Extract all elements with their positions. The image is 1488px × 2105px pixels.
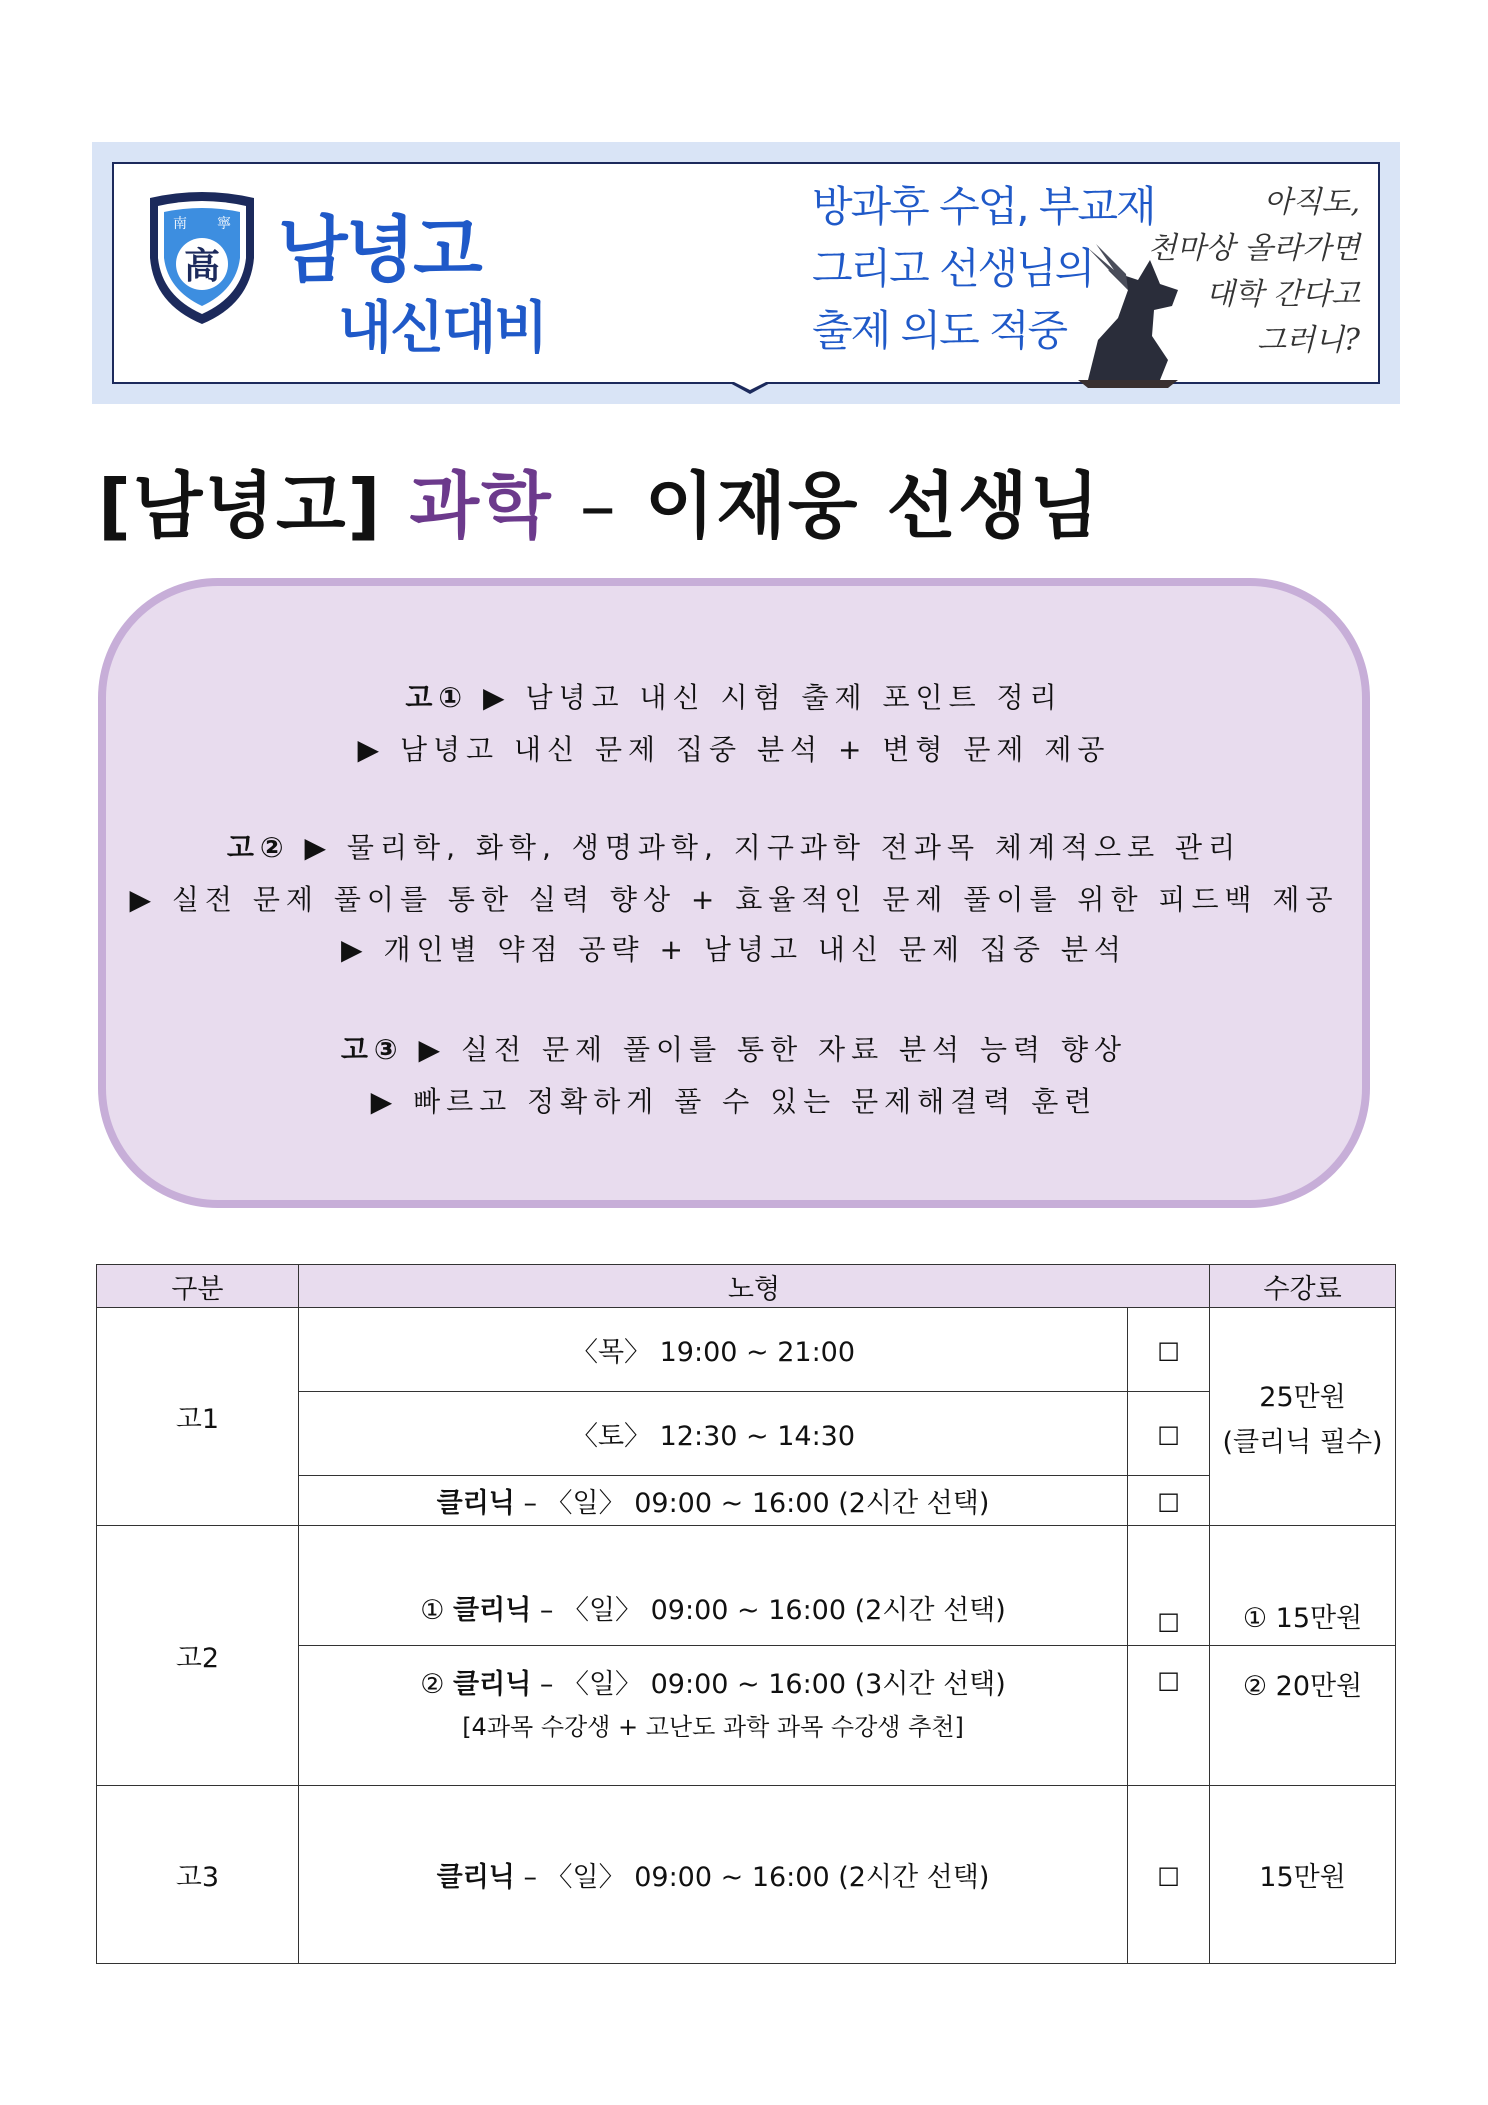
checkbox[interactable]: □ bbox=[1128, 1786, 1210, 1964]
banner-school-name: 남녕고 bbox=[278, 208, 481, 292]
school-emblem-icon bbox=[146, 192, 258, 328]
checkbox[interactable]: □ bbox=[1128, 1526, 1210, 1646]
info-line: ▶ 개인별 약점 공략 + 남녕고 내신 문제 집중 분석 bbox=[341, 933, 1127, 966]
handwritten-line: 천마상 올라가면 bbox=[1147, 231, 1360, 266]
clinic-slot: 클리닉 – 〈일〉 09:00 ~ 16:00 (2시간 선택) bbox=[298, 1476, 1127, 1526]
clinic-slot: 클리닉 – 〈일〉 09:00 ~ 16:00 (2시간 선택) bbox=[298, 1786, 1127, 1964]
handwritten-line: 그러니? bbox=[1256, 323, 1360, 358]
clinic-option-1: ① 클리닉 – 〈일〉 09:00 ~ 16:00 (2시간 선택) bbox=[298, 1526, 1127, 1646]
tagline-line: 출제 의도 적중 bbox=[812, 306, 1067, 355]
info-line: ▶ 남녕고 내신 문제 집중 분석 + 변형 문제 제공 bbox=[357, 733, 1111, 766]
emblem-char: 高 bbox=[183, 245, 221, 287]
handwritten-line: 아직도, bbox=[1263, 185, 1360, 220]
table-header-row bbox=[97, 1265, 1396, 1308]
fee-cell bbox=[1210, 1308, 1396, 1526]
checkbox[interactable]: □ bbox=[1128, 1308, 1210, 1392]
fee-note: (클리닉 필수) bbox=[1222, 1426, 1383, 1458]
info-line: 고② ▶ 물리학, 화학, 생명과학, 지구과학 전과목 체계적으로 관리 bbox=[226, 831, 1242, 864]
handwritten-line: 대학 간다고 bbox=[1205, 277, 1360, 312]
grade-cell: 고2 bbox=[97, 1526, 299, 1786]
grade-label: 고③ bbox=[340, 1033, 404, 1066]
table-row bbox=[97, 1526, 1396, 1646]
schedule-slot: 〈목〉 19:00 ~ 21:00 bbox=[298, 1308, 1127, 1392]
tagline-line: 방과후 수업, 부교재 bbox=[812, 182, 1155, 231]
title-dash: – bbox=[579, 464, 618, 548]
fee-cell: 15만원 bbox=[1210, 1786, 1396, 1964]
banner-handwritten bbox=[1138, 180, 1360, 364]
grade-cell: 고1 bbox=[97, 1308, 299, 1526]
info-line: 고③ ▶ 실전 문제 풀이를 통한 자료 분석 능력 향상 bbox=[340, 1033, 1128, 1066]
table-row bbox=[97, 1786, 1396, 1964]
info-line: ▶ 빠르고 정확하게 풀 수 있는 문제해결력 훈련 bbox=[370, 1085, 1098, 1118]
header-fee: 수강료 bbox=[1210, 1265, 1396, 1308]
banner-subtitle: 내신대비 bbox=[338, 296, 547, 361]
checkbox[interactable]: □ bbox=[1128, 1392, 1210, 1476]
grade-label: 고② bbox=[226, 831, 290, 864]
schedule-table bbox=[96, 1264, 1396, 1964]
header-schedule: 노형 bbox=[298, 1265, 1209, 1308]
fee-cell: ① 15만원 bbox=[1210, 1526, 1396, 1646]
title-subject: 과학 bbox=[409, 464, 553, 548]
grade-label: 고① bbox=[405, 681, 469, 714]
checkbox[interactable]: □ bbox=[1128, 1646, 1210, 1786]
emblem-small-right: 寧 bbox=[217, 216, 231, 232]
clinic-option-2: ② 클리닉 – 〈일〉 09:00 ~ 16:00 (3시간 선택) [4과목 수강생 + 고난도 과학 과목 수강생 추천] bbox=[298, 1646, 1127, 1786]
fee-cell: ② 20만원 bbox=[1210, 1646, 1396, 1786]
emblem-small-left: 南 bbox=[173, 216, 187, 232]
info-line: ▶ 실전 문제 풀이를 통한 실력 향상 + 효율적인 문제 풀이를 위한 피드백 제공 bbox=[129, 883, 1339, 916]
header-category: 구분 bbox=[97, 1265, 299, 1308]
grade-cell: 고3 bbox=[97, 1786, 299, 1964]
title-school: [남녕고] bbox=[98, 464, 383, 548]
table-row bbox=[97, 1308, 1396, 1392]
title-teacher: 이재웅 선생님 bbox=[644, 464, 1102, 548]
tagline-line: 그리고 선생님의 bbox=[812, 244, 1094, 293]
schedule-slot: 〈토〉 12:30 ~ 14:30 bbox=[298, 1392, 1127, 1476]
page-title bbox=[98, 448, 1101, 552]
checkbox[interactable]: □ bbox=[1128, 1476, 1210, 1526]
recommend-note: [4과목 수강생 + 고난도 과학 과목 수강생 추천] bbox=[462, 1713, 964, 1741]
info-line: 고① ▶ 남녕고 내신 시험 출제 포인트 정리 bbox=[405, 681, 1063, 714]
fee-amount: 25만원 bbox=[1259, 1381, 1346, 1413]
